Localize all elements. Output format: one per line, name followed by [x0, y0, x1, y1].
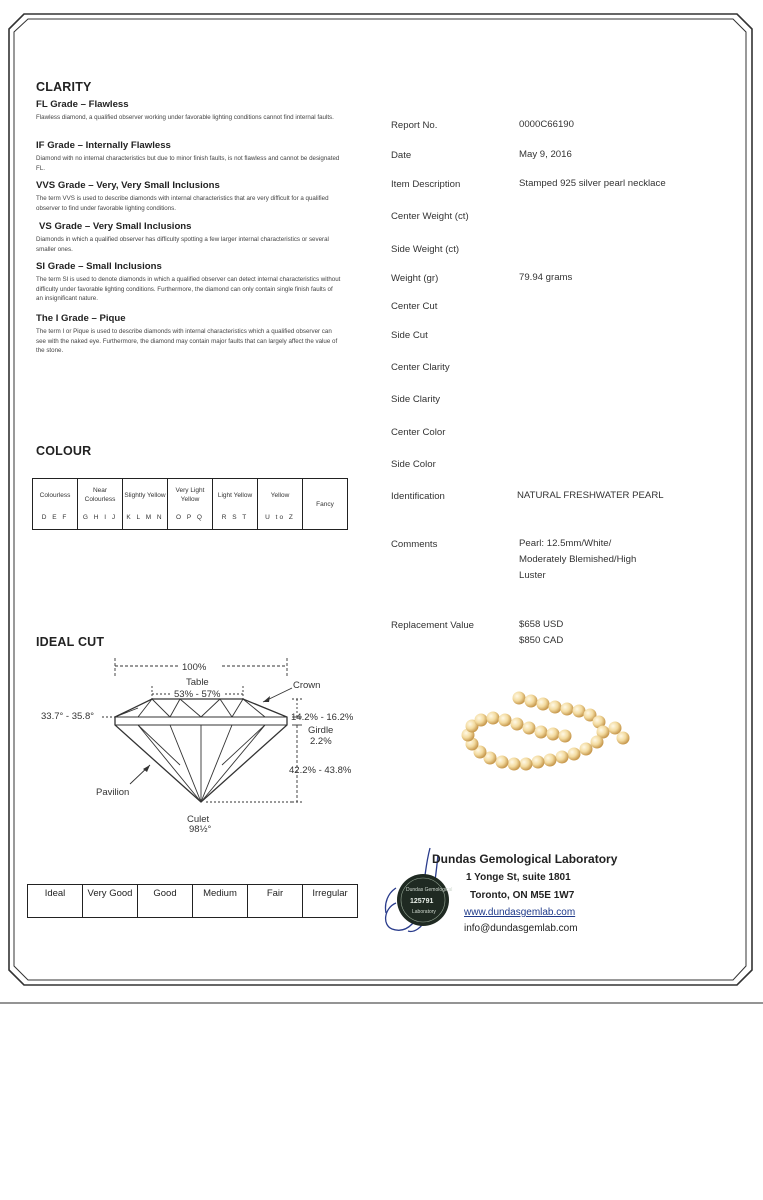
cut-grade-table: [27, 884, 358, 918]
lab-seal-icon: [397, 874, 452, 926]
field-label-side-color: Side Color: [391, 459, 436, 470]
field-label-center-color: Center Color: [391, 427, 446, 438]
colour-cell-yellow: Yellow U to Z: [258, 479, 303, 530]
field-label-center-cut: Center Cut: [391, 301, 438, 312]
grade-heading-fl: FL Grade – Flawless: [36, 99, 129, 110]
grade-desc-fl: Flawless diamond, a qualified observer working under favorable lighting conditions cannot find internal faults.: [36, 114, 334, 121]
diagram-label-table-range: 53% - 57%: [174, 689, 221, 700]
colour-cell-near-colourless: Near Colourless G H I J: [78, 479, 123, 530]
pearl-necklace-photo: [445, 690, 635, 780]
diagram-label-100: 100%: [182, 662, 207, 673]
grade-heading-si: SI Grade – Small Inclusions: [36, 261, 162, 272]
field-label-side-weight: Side Weight (ct): [391, 244, 460, 255]
diagram-label-pavilion: Pavilion: [96, 787, 130, 798]
colour-scale-table: [32, 478, 348, 530]
lab-website-link[interactable]: www.dundasgemlab.com: [464, 907, 576, 918]
field-label-weight: Weight (gr): [391, 273, 439, 284]
diagram-label-table: Table: [186, 677, 209, 688]
field-label-center-clarity: Center Clarity: [391, 362, 450, 373]
cut-grade-very-good: Very Good: [83, 885, 138, 918]
cut-grade-medium: Medium: [193, 885, 248, 918]
grade-desc-vvs: The term VVS is used to describe diamonds with internal characteristics that are very difficult for a qualified observer to find under favorable lighting conditions.: [36, 195, 329, 212]
grade-heading-vs: VS Grade – Very Small Inclusions: [39, 221, 192, 232]
diagram-label-culet: Culet: [187, 814, 210, 825]
field-value-date: May 9, 2016: [519, 149, 572, 160]
replacement-value-cad: $850 CAD: [519, 635, 564, 646]
diagram-label-crown: Crown: [293, 680, 321, 691]
grade-desc-si: The term SI is used to denote diamonds in which a qualified observer can detect internal characteristics without difficulty under favorable lighting conditions. Furthermore, the diamond can only contain single finish faults of an insignificant nature.: [36, 276, 341, 302]
lab-address-line-1: 1 Yonge St, suite 1801: [466, 872, 571, 883]
comments-line: Pearl: 12.5mm/White/: [519, 538, 612, 549]
field-value-identification: NATURAL FRESHWATER PEARL: [517, 490, 664, 501]
diagram-label-pavilion-depth: 42.2% - 43.8%: [289, 765, 352, 776]
comments-line: Moderately Blemished/High: [519, 554, 637, 565]
diagram-label-girdle-pct: 2.2%: [310, 736, 332, 747]
lab-email: info@dundasgemlab.com: [464, 923, 578, 934]
diamond-diagram: [30, 655, 360, 840]
seal-lab-name: Dundas Gemological: [406, 887, 453, 893]
colour-cell-fancy: Fancy: [303, 479, 348, 530]
diagram-label-crown-angle: 33.7° - 35.8°: [41, 711, 95, 722]
replacement-value-usd: $658 USD: [519, 619, 564, 630]
diagram-label-culet-value: 98½°: [189, 824, 212, 835]
field-label-side-clarity: Side Clarity: [391, 394, 441, 405]
colour-cell-very-light-yellow: Very Light Yellow O P Q: [168, 479, 213, 530]
grade-desc-i: The term I or Pique is used to describe diamonds with internal characteristics which a qualified observer can see with the naked eye. Furthermore, the diamond may contain major faults that can largely affect the value of the stone.: [36, 328, 338, 354]
lab-name: Dundas Gemological Laboratory: [432, 852, 618, 866]
field-value-item-description: Stamped 925 silver pearl necklace: [519, 178, 666, 189]
grade-heading-if: IF Grade – Internally Flawless: [36, 140, 171, 151]
comments-line: Luster: [519, 570, 546, 581]
field-label-date: Date: [391, 150, 412, 161]
cut-grade-fair: Fair: [248, 885, 303, 918]
colour-cell-slightly-yellow: Slightly Yellow K L M N: [123, 479, 168, 530]
field-label-center-weight: Center Weight (ct): [391, 211, 469, 222]
replacement-value-label: Replacement Value: [391, 620, 475, 631]
colour-cell-light-yellow: Light Yellow R S T: [213, 479, 258, 530]
colour-cell-colourless: Colourless D E F: [33, 479, 78, 530]
pearl-strand: [462, 692, 630, 771]
comments-label: Comments: [391, 539, 438, 550]
colour-title: COLOUR: [36, 444, 92, 458]
field-label-side-cut: Side Cut: [391, 330, 428, 341]
grade-desc-vs: Diamonds in which a qualified observer has difficulty spotting a few larger internal characteristics or several smaller ones.: [36, 236, 329, 253]
cut-grade-good: Good: [138, 885, 193, 918]
comments-value: [519, 536, 636, 584]
field-value-report-no: 0000C66190: [519, 119, 574, 130]
seal-number: 125791: [410, 898, 434, 905]
cut-grade-irregular: Irregular: [303, 885, 358, 918]
field-label-report-no: Report No.: [391, 120, 438, 131]
diagram-label-crown-height: 14.2% - 16.2%: [291, 712, 354, 723]
cut-grade-ideal: Ideal: [28, 885, 83, 918]
diagram-label-girdle: Girdle: [308, 725, 334, 736]
clarity-title: CLARITY: [36, 80, 92, 94]
ideal-cut-title: IDEAL CUT: [36, 635, 105, 649]
grade-heading-i: The I Grade – Pique: [36, 313, 126, 324]
field-label-identification: Identification: [391, 491, 445, 502]
grade-heading-vvs: VVS Grade – Very, Very Small Inclusions: [36, 180, 220, 191]
lab-address-line-2: Toronto, ON M5E 1W7: [470, 890, 575, 901]
seal-lab-suffix: Laboratory: [412, 909, 436, 915]
field-label-item-description: Item Description: [391, 179, 461, 190]
grade-desc-if: Diamond with no internal characteristics but due to minor finish faults, is not flawless and cannot be designated FL.: [36, 155, 340, 172]
field-value-weight: 79.94 grams: [519, 272, 573, 283]
